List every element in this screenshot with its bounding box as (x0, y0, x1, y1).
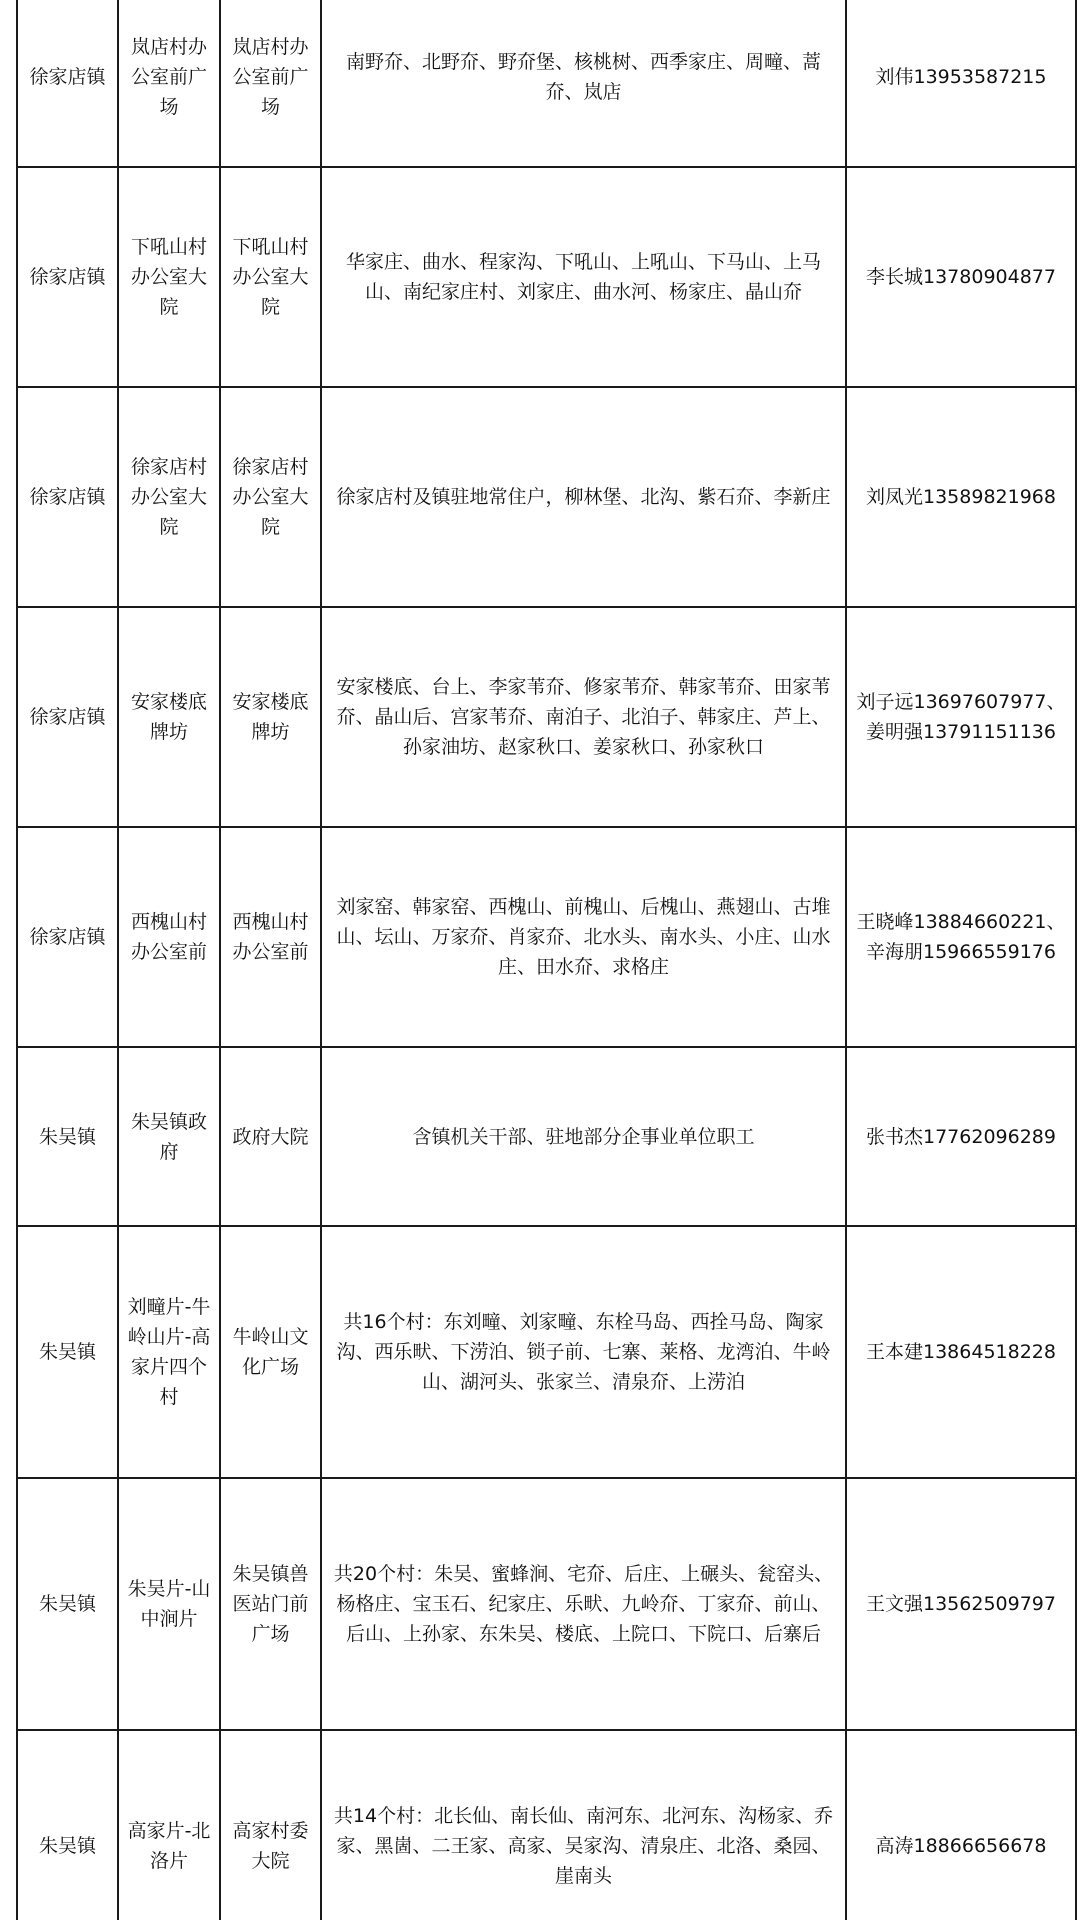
town-cell: 徐家店镇 (17, 0, 118, 167)
table-row (17, 1478, 1076, 1730)
table-row (17, 1047, 1076, 1226)
point-cell: 高家片-北洛片 (118, 1730, 220, 1920)
place-cell: 朱吴镇兽医站门前广场 (220, 1478, 321, 1730)
point-cell: 刘疃片-牛岭山片-高家片四个村 (118, 1226, 220, 1478)
place-cell: 西槐山村办公室前 (220, 827, 321, 1047)
place-cell: 下吼山村办公室大院 (220, 167, 321, 387)
contact-cell: 刘凤光13589821968 (846, 387, 1076, 607)
contact-cell: 高涛18866656678 (846, 1730, 1076, 1920)
town-cell: 朱吴镇 (17, 1226, 118, 1478)
contact-cell: 刘伟13953587215 (846, 0, 1076, 167)
contact-cell: 王文强13562509797 (846, 1478, 1076, 1730)
contact-cell: 王本建13864518228 (846, 1226, 1076, 1478)
table-row (17, 0, 1076, 167)
villages-cell: 刘家窑、韩家窑、西槐山、前槐山、后槐山、燕翅山、古堆山、坛山、万家夼、肖家夼、北水头、南水头、小庄、山水庄、田水夼、求格庄 (321, 827, 846, 1047)
point-cell: 徐家店村办公室大院 (118, 387, 220, 607)
villages-cell: 含镇机关干部、驻地部分企事业单位职工 (321, 1047, 846, 1226)
town-cell: 朱吴镇 (17, 1047, 118, 1226)
point-cell: 下吼山村办公室大院 (118, 167, 220, 387)
schedule-table (16, 0, 1077, 1920)
contact-cell: 张书杰17762096289 (846, 1047, 1076, 1226)
point-cell: 岚店村办公室前广场 (118, 0, 220, 167)
table-row (17, 1226, 1076, 1478)
town-cell: 徐家店镇 (17, 827, 118, 1047)
villages-cell: 徐家店村及镇驻地常住户，柳林堡、北沟、紫石夼、李新庄 (321, 387, 846, 607)
point-cell: 朱吴片-山中涧片 (118, 1478, 220, 1730)
villages-cell: 共14个村：北长仙、南长仙、南河东、北河东、沟杨家、乔家、黑崮、二王家、高家、吴家沟、清泉庄、北洛、桑园、崖南头 (321, 1730, 846, 1920)
contact-cell: 李长城13780904877 (846, 167, 1076, 387)
contact-cell: 刘子远13697607977、姜明强13791151136 (846, 607, 1076, 827)
table-row (17, 607, 1076, 827)
town-cell: 徐家店镇 (17, 167, 118, 387)
place-cell: 徐家店村办公室大院 (220, 387, 321, 607)
point-cell: 西槐山村办公室前 (118, 827, 220, 1047)
town-cell: 徐家店镇 (17, 607, 118, 827)
point-cell: 朱吴镇政府 (118, 1047, 220, 1226)
place-cell: 牛岭山文化广场 (220, 1226, 321, 1478)
villages-cell: 华家庄、曲水、程家沟、下吼山、上吼山、下马山、上马山、南纪家庄村、刘家庄、曲水河、杨家庄、晶山夼 (321, 167, 846, 387)
place-cell: 政府大院 (220, 1047, 321, 1226)
villages-cell: 共16个村：东刘疃、刘家疃、东栓马岛、西拴马岛、陶家沟、西乐畎、下涝泊、锁子前、七寨、莱格、龙湾泊、牛岭山、湖河头、张家兰、清泉夼、上涝泊 (321, 1226, 846, 1478)
table-row (17, 387, 1076, 607)
contact-cell: 王晓峰13884660221、辛海朋15966559176 (846, 827, 1076, 1047)
town-cell: 朱吴镇 (17, 1730, 118, 1920)
villages-cell: 安家楼底、台上、李家苇夼、修家苇夼、韩家苇夼、田家苇夼、晶山后、宫家苇夼、南泊子、北泊子、韩家庄、芦上、孙家油坊、赵家秋口、姜家秋口、孙家秋口 (321, 607, 846, 827)
point-cell: 安家楼底牌坊 (118, 607, 220, 827)
place-cell: 安家楼底牌坊 (220, 607, 321, 827)
town-cell: 朱吴镇 (17, 1478, 118, 1730)
villages-cell: 共20个村：朱吴、蜜蜂涧、宅夼、后庄、上碾头、瓮窑头、杨格庄、宝玉石、纪家庄、乐畎、九岭夼、丁家夼、前山、后山、上孙家、东朱吴、楼底、上院口、下院口、后寨后 (321, 1478, 846, 1730)
table-row (17, 827, 1076, 1047)
place-cell: 岚店村办公室前广场 (220, 0, 321, 167)
table-row (17, 1730, 1076, 1920)
table-row (17, 167, 1076, 387)
town-cell: 徐家店镇 (17, 387, 118, 607)
place-cell: 高家村委大院 (220, 1730, 321, 1920)
villages-cell: 南野夼、北野夼、野夼堡、核桃树、西季家庄、周疃、蒿夼、岚店 (321, 0, 846, 167)
